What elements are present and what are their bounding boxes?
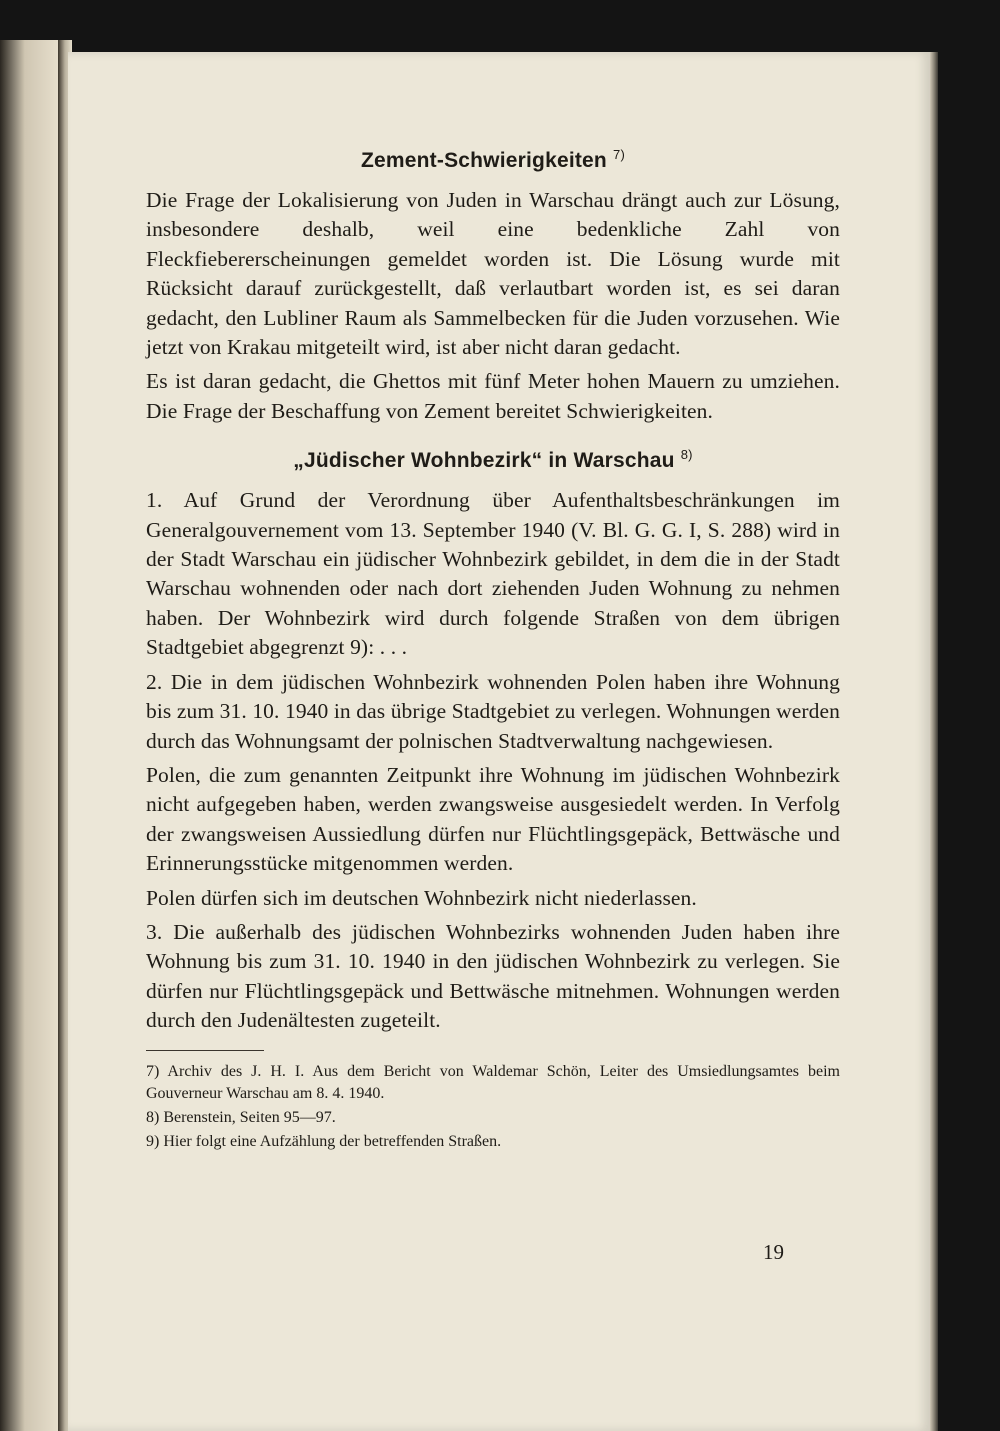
- footnote-7: 7) Archiv des J. H. I. Aus dem Bericht von Waldemar Schön, Leiter des Umsiedlungsamtes beim Gouverneur Warschau am 8. 4. 1940.: [146, 1062, 840, 1102]
- page-content: [146, 130, 840, 1155]
- facing-page-edge: [0, 40, 62, 1431]
- footnote-9: 9) Hier folgt eine Aufzählung der betreffenden Straßen.: [146, 1132, 502, 1150]
- paragraph-3: 1. Auf Grund der Verordnung über Aufenthaltsbeschränkungen im Generalgouvernement vom 13. September 1940 (V. Bl. G. G. I, S. 288) wird in der Stadt Warschau ein jüdischer Wohnbezirk gebildet, in dem die in der Stadt Warschau wohnenden oder nach dort ziehenden Juden Wohnung zu nehmen haben. Der Wohnbezirk wird durch folgende Straßen von dem übrigen Stadtgebiet abgegrenzt 9): . . .: [146, 488, 840, 660]
- paragraph-1: Die Frage der Lokalisierung von Juden in Warschau drängt auch zur Lösung, insbesondere deshalb, weil eine bedenkliche Zahl von Fleckfiebererscheinungen gemeldet worden ist. Die Lösung wurde mit Rücksicht darauf zurückgestellt, daß verlautbart worden ist, es sei daran gedacht, den Lubliner Raum als Sammelbecken für die Juden vorzusehen. Wie jetzt von Krakau mitgeteilt wird, ist aber nicht daran gedacht.: [146, 188, 840, 360]
- paragraph-2: Es ist daran gedacht, die Ghettos mit fünf Meter hohen Mauern zu umziehen. Die Frage der Beschaffung von Zement bereitet Schwierigkeiten.: [146, 369, 840, 423]
- page-number: 19: [763, 1240, 784, 1264]
- footnote-ref-7: 7): [613, 147, 625, 162]
- paragraph-6: Polen dürfen sich im deutschen Wohnbezirk nicht niederlassen.: [146, 885, 697, 910]
- section-heading-zement: Zement-Schwierigkeiten $^{7)}$: [361, 147, 625, 172]
- footnote-divider: [146, 1050, 264, 1051]
- paragraph-7: 3. Die außerhalb des jüdischen Wohnbezirks wohnenden Juden haben ihre Wohnung bis zum 31. 10. 1940 in den jüdischen Wohnbezirk zu verlegen. Sie dürfen nur Flüchtlingsgepäck und Bettwäsche mitnehmen. Wohnungen werden durch den Judenältesten zugeteilt.: [146, 919, 840, 1033]
- page-edge-shadow: [930, 52, 938, 1431]
- section-heading-wohnbezirk: „Jüdischer Wohnbezirk“ in Warschau $^{8)}$: [293, 447, 693, 473]
- paragraph-4: 2. Die in dem jüdischen Wohnbezirk wohnenden Polen haben ihre Wohnung bis zum 31. 10. 1940 in das übrige Stadtgebiet zu verlegen. Wohnungen werden durch das Wohnungsamt der polnischen Stadtverwaltung nachgewiesen.: [146, 669, 840, 753]
- footnote-8: 8) Berenstein, Seiten 95—97.: [146, 1108, 336, 1126]
- paragraph-5: Polen, die zum genannten Zeitpunkt ihre Wohnung im jüdischen Wohnbezirk nicht aufgegeben haben, werden zwangsweise ausgesiedelt werden. In Verfolg der zwangsweisen Aussiedlung dürfen nur Flüchtlingsgepäck, Bettwäsche und Erinnerungsstücke mitgenommen werden.: [146, 762, 840, 876]
- footnote-ref-8: 8): [680, 447, 693, 463]
